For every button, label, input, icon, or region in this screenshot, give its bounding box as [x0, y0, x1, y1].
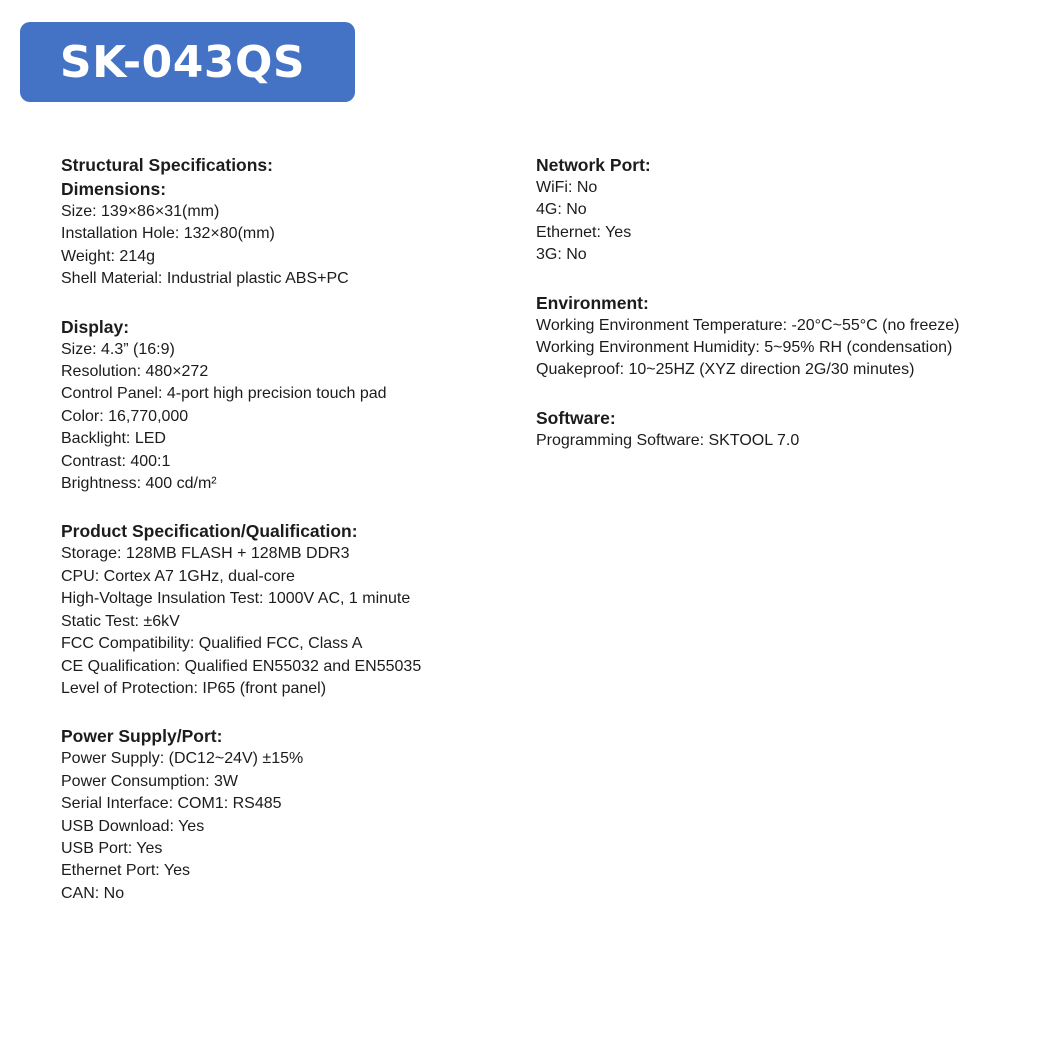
product-title-banner [20, 22, 355, 102]
spec-section [61, 153, 521, 177]
section-heading: Environment: [536, 292, 649, 313]
spec-line: Programming Software: SKTOOL 7.0 [536, 431, 800, 449]
spec-line: 3G: No [536, 246, 587, 264]
spec-line: Serial Interface: COM1: RS485 [61, 795, 282, 813]
spec-line: Size: 139×86×31(mm) [61, 203, 220, 220]
section-heading: Dimensions: [61, 179, 167, 199]
spec-line: Ethernet: Yes [536, 223, 632, 241]
spec-section [61, 519, 521, 700]
spec-line: Storage: 128MB FLASH + 128MB DDR3 [61, 545, 350, 563]
section-heading: Display: [61, 316, 130, 337]
spec-line: Backlight: LED [61, 430, 166, 448]
spec-section [61, 724, 521, 905]
spec-line: Power Consumption: 3W [61, 772, 238, 790]
spec-line: 4G: No [536, 201, 587, 219]
spec-line: High-Voltage Insulation Test: 1000V AC, 1 minute [61, 590, 411, 608]
section-heading: Structural Specifications: [61, 155, 273, 175]
right-spec-column [536, 153, 1036, 476]
spec-section [61, 315, 521, 496]
section-heading: Power Supply/Port: [61, 726, 223, 747]
spec-line: Static Test: ±6kV [61, 612, 180, 630]
section-heading: Network Port: [536, 155, 651, 175]
spec-line: Shell Material: Industrial plastic ABS+PC [61, 270, 349, 288]
spec-line: Working Environment Humidity: 5~95% RH (condensation) [536, 339, 953, 357]
spec-line: FCC Compatibility: Qualified FCC, Class A [61, 635, 363, 653]
spec-line: Contrast: 400:1 [61, 452, 171, 470]
spec-section [536, 291, 1036, 382]
spec-line: Installation Hole: 132×80(mm) [61, 225, 275, 243]
spec-section [536, 406, 1036, 452]
spec-line: Quakeproof: 10~25HZ (XYZ direction 2G/30 minutes) [536, 361, 915, 379]
spec-line: CAN: No [61, 884, 125, 902]
left-spec-column [61, 153, 521, 929]
spec-line: Brightness: 400 cd/m² [61, 475, 217, 493]
spec-line: Weight: 214g [61, 247, 155, 265]
section-heading: Software: [536, 407, 616, 428]
spec-line: Ethernet Port: Yes [61, 862, 190, 880]
spec-line: USB Download: Yes [61, 817, 205, 835]
spec-line: Control Panel: 4-port high precision touch pad [61, 385, 387, 403]
spec-line: Working Environment Temperature: -20°C~55°C (no freeze) [536, 316, 960, 334]
spec-line: Level of Protection: IP65 (front panel) [61, 679, 327, 697]
spec-section [536, 153, 1036, 267]
product-title: SK-043QS [59, 36, 306, 88]
spec-line: Resolution: 480×272 [61, 363, 209, 381]
section-heading: Product Specification/Qualification: [61, 521, 358, 542]
spec-line: CPU: Cortex A7 1GHz, dual-core [61, 567, 295, 585]
spec-line: CE Qualification: Qualified EN55032 and EN55035 [61, 657, 422, 675]
spec-line: Color: 16,770,000 [61, 407, 189, 425]
spec-line: Power Supply: (DC12~24V) ±15% [61, 750, 304, 768]
spec-section [61, 177, 521, 291]
spec-line: WiFi: No [536, 179, 598, 196]
spec-line: USB Port: Yes [61, 839, 163, 857]
spec-line: Size: 4.3” (16:9) [61, 340, 175, 358]
